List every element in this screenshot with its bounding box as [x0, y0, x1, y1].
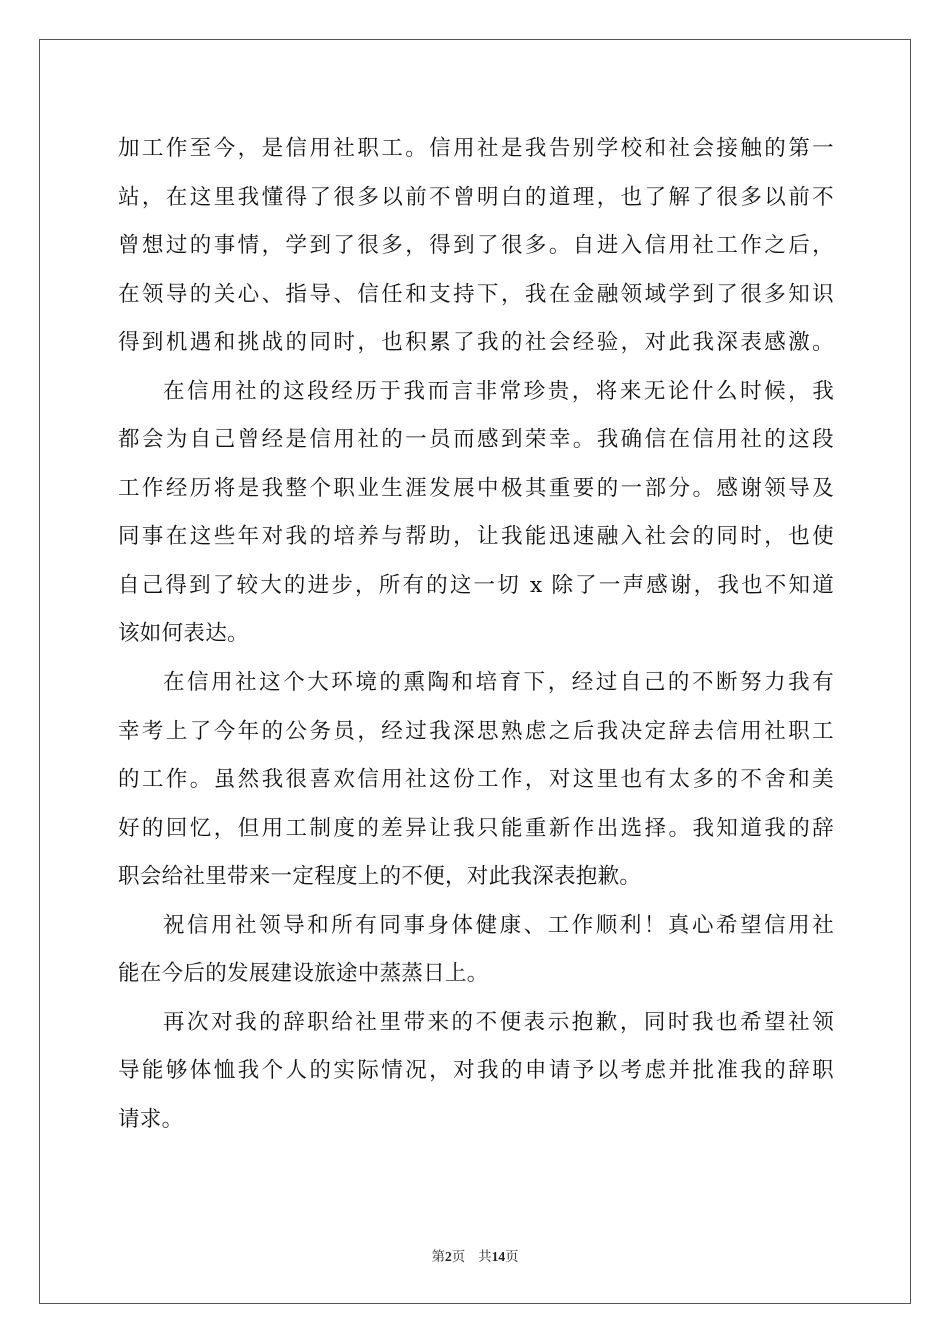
- total-prefix: 共: [478, 1249, 492, 1265]
- paragraph: [118, 368, 834, 659]
- text-line: 请求。: [118, 1106, 184, 1132]
- text-line: 自己得到了较大的进步，所有的这一切 x 除了一声感谢，我也不知道: [118, 572, 834, 598]
- text-line: 工作经历将是我整个职业生涯发展中极其重要的一部分。感谢领导及: [118, 475, 834, 501]
- paragraph: [118, 125, 834, 368]
- paragraph: [118, 659, 834, 902]
- text-line: 同事在这些年对我的培养与帮助，让我能迅速融入社会的同时，也使: [118, 524, 834, 550]
- text-line: 在信用社的这段经历于我而言非常珍贵，将来无论什么时候，我: [163, 378, 834, 404]
- total-suffix: 页: [505, 1249, 519, 1265]
- page-footer: [0, 1248, 950, 1266]
- text-line: 职会给社里带来一定程度上的不便，对此我深表抱歉。: [118, 864, 642, 890]
- text-line: 在领导的关心、指导、信任和支持下，我在金融领域学到了很多知识: [118, 281, 834, 307]
- text-line: 导能够体恤我个人的实际情况，对我的申请予以考虑并批准我的辞职: [118, 1058, 834, 1084]
- text-line: 都会为自己曾经是信用社的一员而感到荣幸。我确信在信用社的这段: [118, 427, 834, 453]
- total-pages: 14: [491, 1249, 506, 1264]
- page-prefix: 第: [431, 1249, 445, 1265]
- page-suffix: 页: [451, 1249, 466, 1265]
- text-line: 好的回忆，但用工制度的差异让我只能重新作出选择。我知道我的辞: [118, 815, 834, 841]
- text-line: 在信用社这个大环境的熏陶和培育下，经过自己的不断努力我有: [163, 670, 834, 696]
- paragraph: [118, 902, 834, 999]
- text-line: 幸考上了今年的公务员，经过我深思熟虑之后我决定辞去信用社职工: [118, 718, 834, 744]
- text-line: 曾想过的事情，学到了很多，得到了很多。自进入信用社工作之后，: [118, 233, 834, 259]
- document-body: [118, 125, 834, 1144]
- text-line: 祝信用社领导和所有同事身体健康、工作顺利！真心希望信用社: [163, 912, 834, 938]
- text-line: 站，在这里我懂得了很多以前不曾明白的道理，也了解了很多以前不: [118, 184, 834, 210]
- paragraph: [118, 999, 834, 1145]
- text-line: 能在今后的发展建设旅途中蒸蒸日上。: [118, 961, 489, 987]
- text-line: 得到机遇和挑战的同时，也积累了我的社会经验，对此我深表感激。: [118, 330, 834, 356]
- text-line: 的工作。虽然我很喜欢信用社这份工作，对这里也有太多的不舍和美: [118, 767, 834, 793]
- text-line: 再次对我的辞职给社里带来的不便表示抱歉，同时我也希望社领: [163, 1009, 834, 1035]
- text-line: 该如何表达。: [118, 621, 249, 647]
- page-number: 2: [444, 1249, 452, 1264]
- text-line: 加工作至今，是信用社职工。信用社是我告别学校和社会接触的第一: [118, 136, 834, 161]
